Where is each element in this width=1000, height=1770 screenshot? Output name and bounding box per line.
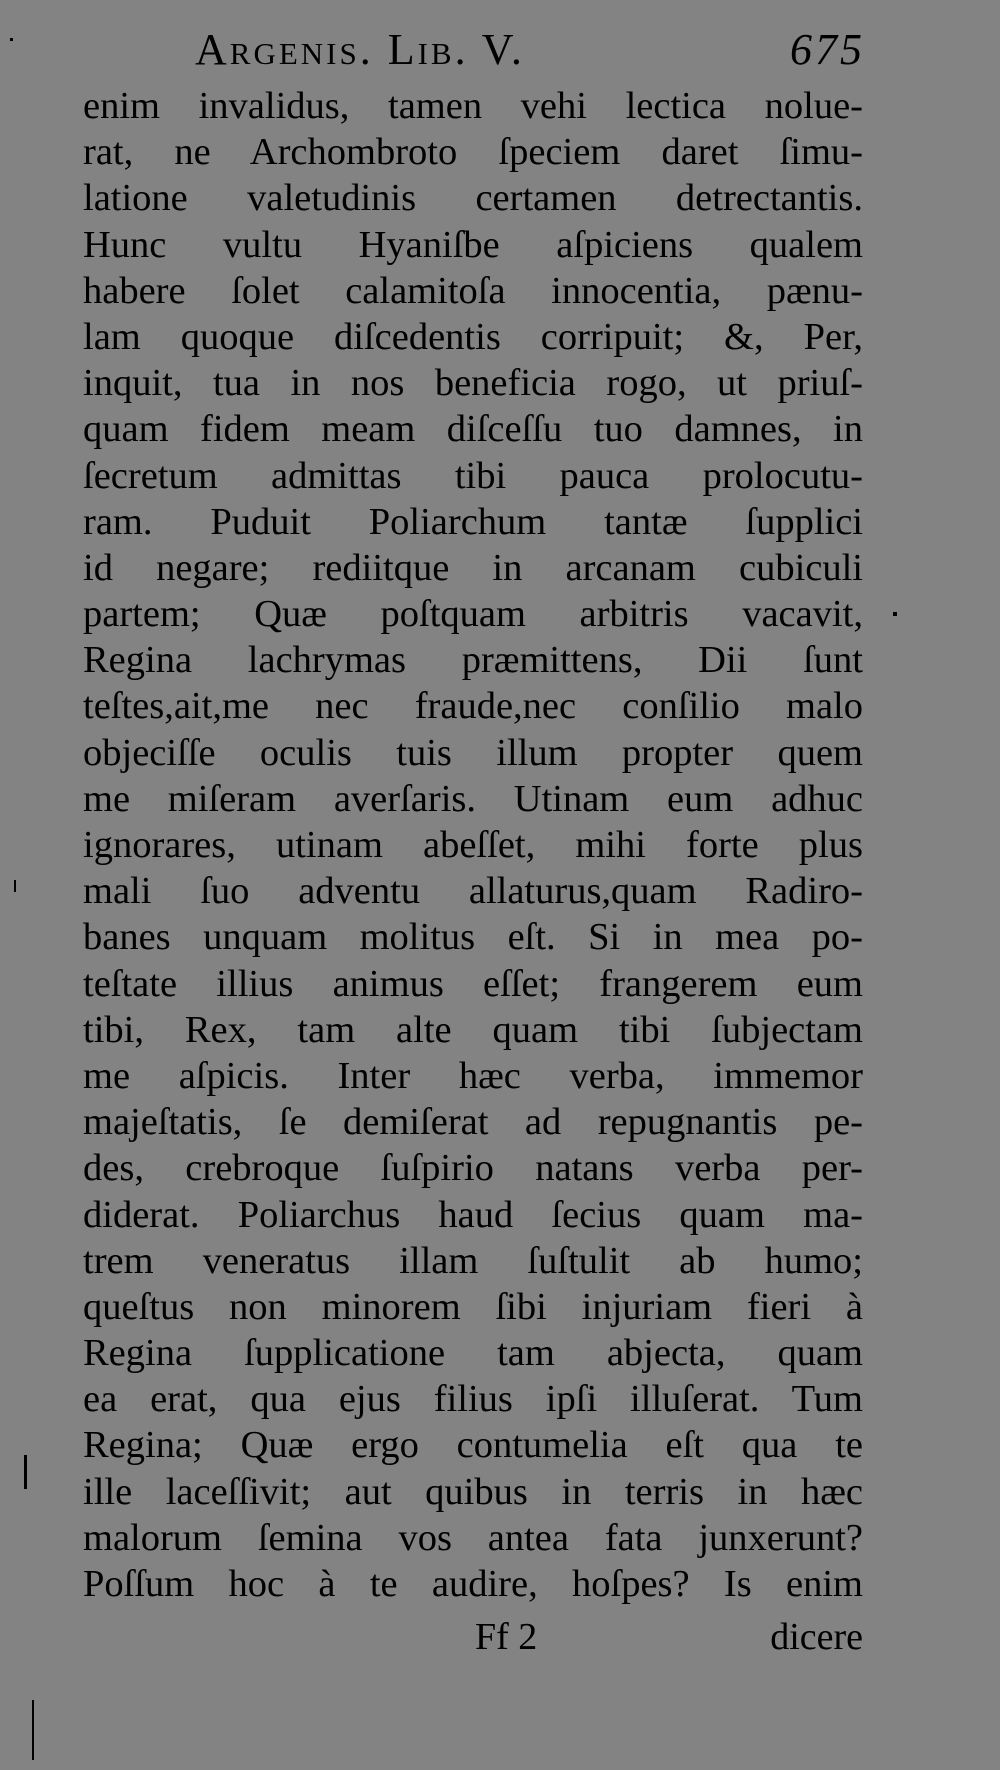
text-line: ignorares, utinam abeſſet, mihi forte plus xyxy=(83,824,863,866)
text-line: me miſeram averſaris. Utinam eum adhuc xyxy=(83,777,863,820)
text-line: trem veneratus illam ſuſtulit ab humo; xyxy=(83,1239,863,1282)
text-line: Regina lachrymas præmittens, Dii ſunt xyxy=(83,639,863,682)
text-line: mali ſuo adventu allaturus,quam Radiro- xyxy=(83,870,863,913)
text-line: Hunc vultu Hyaniſbe aſpiciens qualem xyxy=(83,223,863,266)
scan-speck xyxy=(32,1700,34,1760)
text-line: partem; Quæ poſtquam arbitris vacavit, xyxy=(83,593,863,636)
text-line: lam quoque diſcedentis corripuit; &, Per, xyxy=(83,315,863,358)
signature-mark: Ff 2 xyxy=(475,1616,538,1658)
text-line: habere ſolet calamitoſa innocentia, pænu- xyxy=(83,269,863,312)
text-line: ille laceſſivit; aut quibus in terris in hæc xyxy=(83,1470,863,1513)
body-text xyxy=(83,83,863,1607)
scan-speck xyxy=(14,880,16,892)
text-line: Regina; Quæ ergo contumelia eſt qua te xyxy=(83,1424,863,1467)
text-line: ram. Puduit Poliarchum tantæ ſupplici xyxy=(83,500,863,543)
text-line: teſtate illius animus eſſet; frangerem eum xyxy=(83,962,863,1005)
scan-speck xyxy=(24,1455,27,1489)
scan-speck xyxy=(893,612,897,616)
text-line: Poſſum hoc à te audire, hoſpes? Is enim xyxy=(83,1563,863,1605)
text-line: ſecretum admittas tibi pauca prolocutu- xyxy=(83,454,863,497)
text-line: diderat. Poliarchus haud ſecius quam ma- xyxy=(83,1193,863,1236)
running-head-title: Argenis. Lib. V. xyxy=(195,25,525,74)
page-footer xyxy=(83,1615,863,1665)
text-line: banes unquam molitus eſt. Si in mea po- xyxy=(83,916,863,959)
text-line: enim invalidus, tamen vehi lectica nolue- xyxy=(83,85,863,127)
text-line: id negare; rediitque in arcanam cubiculi xyxy=(83,546,863,589)
text-line: queſtus non minorem ſibi injuriam fieri à xyxy=(83,1285,863,1328)
text-line: objeciſſe oculis tuis illum propter quem xyxy=(83,731,863,774)
text-line: Regina ſupplicatione tam abjecta, quam xyxy=(83,1332,863,1375)
page-number: 675 xyxy=(790,25,865,74)
text-line: latione valetudinis certamen detrectantis. xyxy=(83,177,863,220)
text-line: rat, ne Archombroto ſpeciem daret ſimu- xyxy=(83,131,863,174)
catchword: dicere xyxy=(770,1616,863,1658)
text-line: teſtes,ait,me nec fraude,nec conſilio malo xyxy=(83,685,863,728)
text-line: quam fidem meam diſceſſu tuo damnes, in xyxy=(83,408,863,451)
text-line: inquit, tua in nos beneficia rogo, ut priuſ- xyxy=(83,362,863,405)
text-line: malorum ſemina vos antea fata junxerunt? xyxy=(83,1516,863,1559)
text-line: tibi, Rex, tam alte quam tibi ſubjectam xyxy=(83,1008,863,1051)
running-head xyxy=(195,18,870,78)
text-line: des, crebroque ſuſpirio natans verba per- xyxy=(83,1147,863,1190)
text-line: ea erat, qua ejus filius ipſi illuſerat. Tum xyxy=(83,1378,863,1421)
text-line: me aſpicis. Inter hæc verba, immemor xyxy=(83,1054,863,1097)
scan-speck xyxy=(10,38,13,41)
text-line: majeſtatis, ſe demiſerat ad repugnantis pe- xyxy=(83,1101,863,1144)
